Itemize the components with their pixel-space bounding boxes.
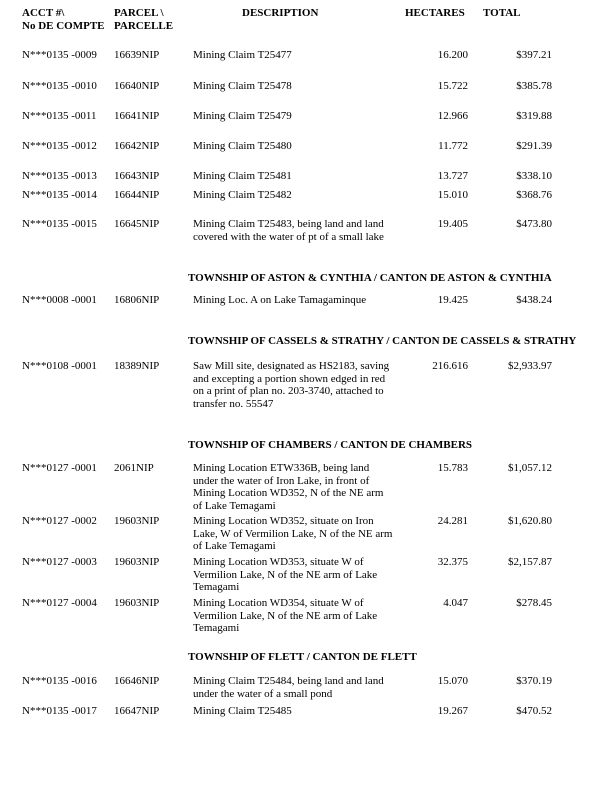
total: $1,057.12	[508, 462, 552, 474]
total: $370.19	[516, 675, 552, 687]
hectares: 11.772	[438, 140, 468, 152]
total: $470.52	[516, 705, 552, 717]
township-heading: TOWNSHIP OF ASTON & CYNTHIA / CANTON DE ASTON & CYNTHIA	[188, 272, 552, 284]
total: $1,620.80	[508, 515, 552, 527]
acct-number: N***0127 -0001	[22, 462, 97, 474]
acct-number: N***0135 -0014	[22, 189, 97, 201]
parcel-number: 16641NIP	[114, 110, 160, 122]
total: $2,933.97	[508, 360, 552, 372]
parcel-number: 16644NIP	[114, 189, 160, 201]
hectares: 15.783	[437, 462, 468, 474]
header-acct-fr: No DE COMPTE	[22, 20, 105, 32]
acct-number: N***0135 -0009	[22, 49, 97, 61]
hectares: 19.405	[437, 218, 468, 230]
description: Saw Mill site, designated as HS2183, saving and excepting a portion shown edged in red on a print of plan no. 203-3740, attached to transfer no. 55547	[193, 360, 390, 410]
description: Mining Claim T25485	[193, 705, 292, 717]
description: Mining Loc. A on Lake Tamagaminque	[193, 294, 367, 306]
parcel-number: 16806NIP	[114, 294, 160, 306]
hectares: 15.722	[437, 80, 468, 92]
hectares: 15.010	[437, 189, 468, 201]
township-heading: TOWNSHIP OF CASSELS & STRATHY / CANTON DE CASSELS & STRATHY	[188, 335, 577, 347]
acct-number: N***0135 -0017	[22, 705, 97, 717]
parcel-number: 19603NIP	[114, 515, 160, 527]
parcel-number: 2061NIP	[114, 462, 154, 474]
parcel-number: 16645NIP	[114, 218, 160, 230]
parcel-number: 16640NIP	[114, 80, 160, 92]
total: $397.21	[516, 49, 552, 61]
hectares: 24.281	[437, 515, 468, 527]
hectares: 216.616	[432, 360, 468, 372]
parcel-number: 19603NIP	[114, 597, 160, 609]
hectares: 16.200	[437, 49, 468, 61]
header-parcel-fr: PARCELLE	[114, 20, 174, 32]
acct-number: N***0135 -0010	[22, 80, 97, 92]
total: $473.80	[516, 218, 552, 230]
hectares: 12.966	[437, 110, 468, 122]
description: Mining Location WD354, situate W of Vermilion Lake, N of the NE arm of Lake Temagami	[193, 597, 378, 634]
acct-number: N***0135 -0013	[22, 170, 97, 182]
hectares: 19.425	[437, 294, 468, 306]
parcel-number: 16647NIP	[114, 705, 160, 717]
acct-number: N***0127 -0003	[22, 556, 97, 568]
parcel-number: 18389NIP	[114, 360, 160, 372]
parcel-number: 16639NIP	[114, 49, 160, 61]
description: Mining Location WD353, situate W of Vermilion Lake, N of the NE arm of Lake Temagami	[193, 556, 378, 593]
header-parcel: PARCEL \	[114, 7, 164, 19]
description: Mining Claim T25484, being land and land under the water of a small pond	[193, 675, 384, 700]
parcel-number: 16643NIP	[114, 170, 160, 182]
total: $291.39	[516, 140, 552, 152]
hectares: 32.375	[437, 556, 468, 568]
header-description: DESCRIPTION	[242, 7, 319, 19]
description: Mining Location WD352, situate on Iron Lake, W of Vermilion Lake, N of the NE arm of Lake Temagami	[193, 515, 393, 552]
parcel-number: 16646NIP	[114, 675, 160, 687]
description: Mining Location ETW336B, being land under the water of Iron Lake, in front of Mining Location WD352, N of the NE arm of Lake Temagami	[193, 462, 384, 512]
parcel-number: 19603NIP	[114, 556, 160, 568]
hectares: 13.727	[437, 170, 468, 182]
description: Mining Claim T25480	[193, 140, 292, 152]
total: $368.76	[516, 189, 552, 201]
acct-number: N***0135 -0011	[22, 110, 97, 122]
description: Mining Claim T25477	[193, 49, 292, 61]
header-total: TOTAL	[483, 7, 521, 19]
header-hectares: HECTARES	[405, 7, 465, 19]
total: $338.10	[516, 170, 552, 182]
description: Mining Claim T25479	[193, 110, 292, 122]
hectares: 15.070	[437, 675, 468, 687]
description: Mining Claim T25483, being land and land covered with the water of pt of a small lake	[193, 218, 384, 243]
acct-number: N***0135 -0015	[22, 218, 97, 230]
total: $385.78	[516, 80, 552, 92]
acct-number: N***0135 -0016	[22, 675, 97, 687]
description: Mining Claim T25481	[193, 170, 292, 182]
acct-number: N***0108 -0001	[22, 360, 97, 372]
total: $278.45	[516, 597, 552, 609]
hectares: 19.267	[437, 705, 468, 717]
hectares: 4.047	[443, 597, 468, 609]
township-heading: TOWNSHIP OF FLETT / CANTON DE FLETT	[188, 651, 417, 663]
parcel-number: 16642NIP	[114, 140, 160, 152]
total: $438.24	[516, 294, 552, 306]
acct-number: N***0127 -0004	[22, 597, 97, 609]
description: Mining Claim T25478	[193, 80, 292, 92]
total: $319.88	[516, 110, 552, 122]
acct-number: N***0008 -0001	[22, 294, 97, 306]
total: $2,157.87	[508, 556, 552, 568]
header-acct: ACCT #\	[22, 7, 65, 19]
acct-number: N***0127 -0002	[22, 515, 97, 527]
township-heading: TOWNSHIP OF CHAMBERS / CANTON DE CHAMBERS	[188, 439, 473, 451]
description: Mining Claim T25482	[193, 189, 292, 201]
acct-number: N***0135 -0012	[22, 140, 97, 152]
